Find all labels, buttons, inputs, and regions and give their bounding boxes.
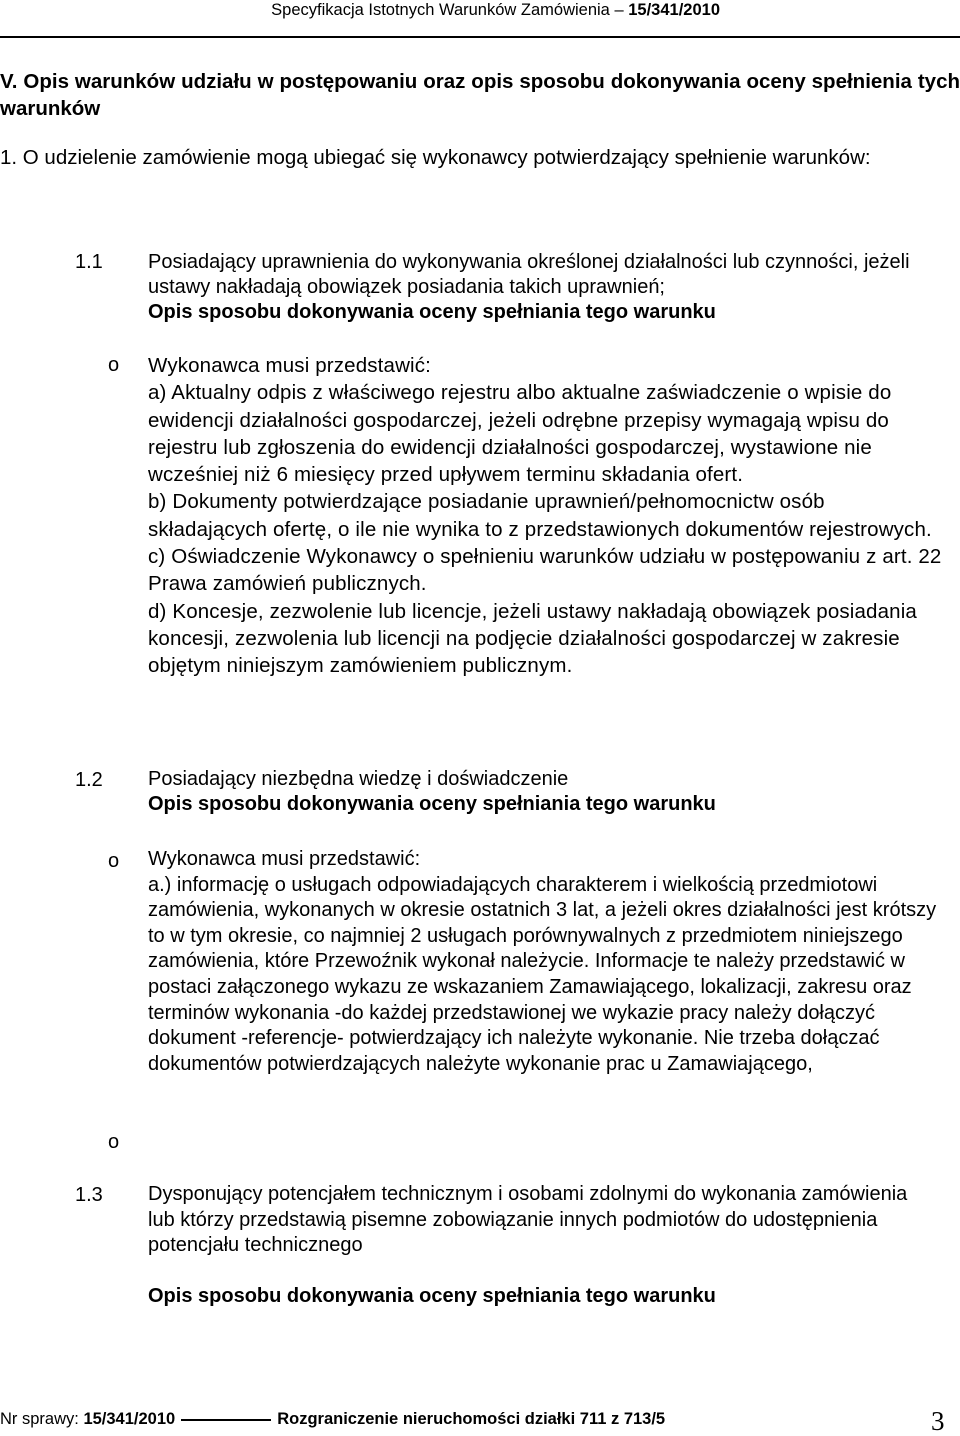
item-1-1-a: a) Aktualny odpis z właściwego rejestru albo aktualne zaświadczenie o wpisie do ewidencji działalności gospodarczej, jeżeli odrębne przepisy wymagają wpisu do rejestru lub zgłoszenia do ewidencji działalności gospodarczej, wystawione nie wcześniej niż 6 miesięcy przed upływem terminu składania ofert. xyxy=(148,381,892,487)
item-1-1-c: c) Oświadczenie Wykonawcy o spełnieniu warunków udziału w postępowaniu z art. 22 Prawa zamówień publicznych. xyxy=(148,545,942,596)
item-1-2-a: a.) informację o usługach odpowiadających charakterem i wielkością przedmiotowi zamówienia, wykonanych w okresie ostatnich 3 lat, a jeżeli okres działalności jest krótszy to w tym okresie, co najmniej 2 usługach porównywalnych z przedmiotem niniejszego zamówienia, które Przewoźnik wykonał należycie. Informacje te należy przedstawić w postaci załączonego wykazu ze wskazaniem Zamawiającego, lokalizacji, zakresu oraz terminów wykonania -do każdej przedstawionej we wykazie pracy należy dołączyć dokument -referencje- potwierdzający ich należyte wykonanie. Nie trzeba dołączać dokumentów potwierdzających należyte wykonanie prac u Zamawiającego, xyxy=(148,873,937,1075)
item-1-2-number: 1.2 xyxy=(75,769,103,791)
header-number: 15/341/2010 xyxy=(628,1,720,19)
subsection-1: 1. O udzielenie zamówienie mogą ubiegać się wykonawcy potwierdzający spełnienie warunków: xyxy=(0,146,871,169)
item-1-2-bullet: o xyxy=(108,850,120,872)
header-title: Specyfikacja Istotnych Warunków Zamówienia xyxy=(271,1,610,19)
item-1-1-d: d) Koncesje, zezwolenie lub licencje, jeżeli ustawy nakładają obowiązek posiadania koncesji, zezwolenia lub licencji na podjęcie działalności gospodarczej w zakresie objętym niniejszym zamówieniem publicznym. xyxy=(148,599,917,678)
item-1-1-assessment: Opis sposobu dokonywania oceny spełniania tego warunku xyxy=(148,301,716,323)
item-1-3-text: Dysponujący potencjałem technicznym i osobami zdolnymi do wykonania zamówienia lub którzy przedstawią pisemne zobowiązanie innych podmiotów do udostępnienia potencjału technicznego xyxy=(148,1183,908,1256)
page-header xyxy=(271,0,720,23)
page-number: 3 xyxy=(931,1406,945,1436)
item-1-1-b: b) Dokumenty potwierdzające posiadanie uprawnień/pełnomocnictw osób składających ofertę, o ile nie wynika to z przedstawionych dokumentów rejestrowych. xyxy=(148,490,932,541)
footer-number: 15/341/2010 xyxy=(83,1410,176,1428)
item-1-2-requirements xyxy=(148,847,938,1077)
header-dash: – xyxy=(614,1,624,19)
item-1-1-body xyxy=(148,250,938,325)
item-1-2-text: Posiadający niezbędna wiedzę i doświadczenie xyxy=(148,768,569,790)
item-1-1-must: Wykonawca musi przedstawić: xyxy=(148,354,431,377)
footer-dash xyxy=(181,1419,271,1421)
item-1-2-assessment: Opis sposobu dokonywania oceny spełniania tego warunku xyxy=(148,793,716,815)
item-1-1-requirements xyxy=(148,352,948,680)
header-rule xyxy=(0,36,960,38)
item-1-1-text: Posiadający uprawnienia do wykonywania określonej działalności lub czynności, jeżeli ustawy nakładają obowiązek posiadania takich uprawnień; xyxy=(148,251,910,298)
item-1-1-bullet: o xyxy=(108,354,120,376)
item-1-2-body xyxy=(148,767,938,817)
item-1-3-number: 1.3 xyxy=(75,1184,103,1206)
section-title: V. Opis warunków udziału w postępowaniu oraz opis sposobu dokonywania oceny spełnienia tych warunków xyxy=(0,70,960,120)
footer xyxy=(0,1409,665,1429)
item-1-3-assessment: Opis sposobu dokonywania oceny spełniania tego warunku xyxy=(148,1285,716,1307)
footer-label: Nr sprawy: xyxy=(0,1410,79,1428)
item-1-1-number: 1.1 xyxy=(75,251,103,273)
footer-title: Rozgraniczenie nieruchomości działki 711 z 713/5 xyxy=(277,1410,666,1428)
item-1-2-bullet-2: o xyxy=(108,1131,120,1153)
item-1-2-must: Wykonawca musi przedstawić: xyxy=(148,848,421,870)
